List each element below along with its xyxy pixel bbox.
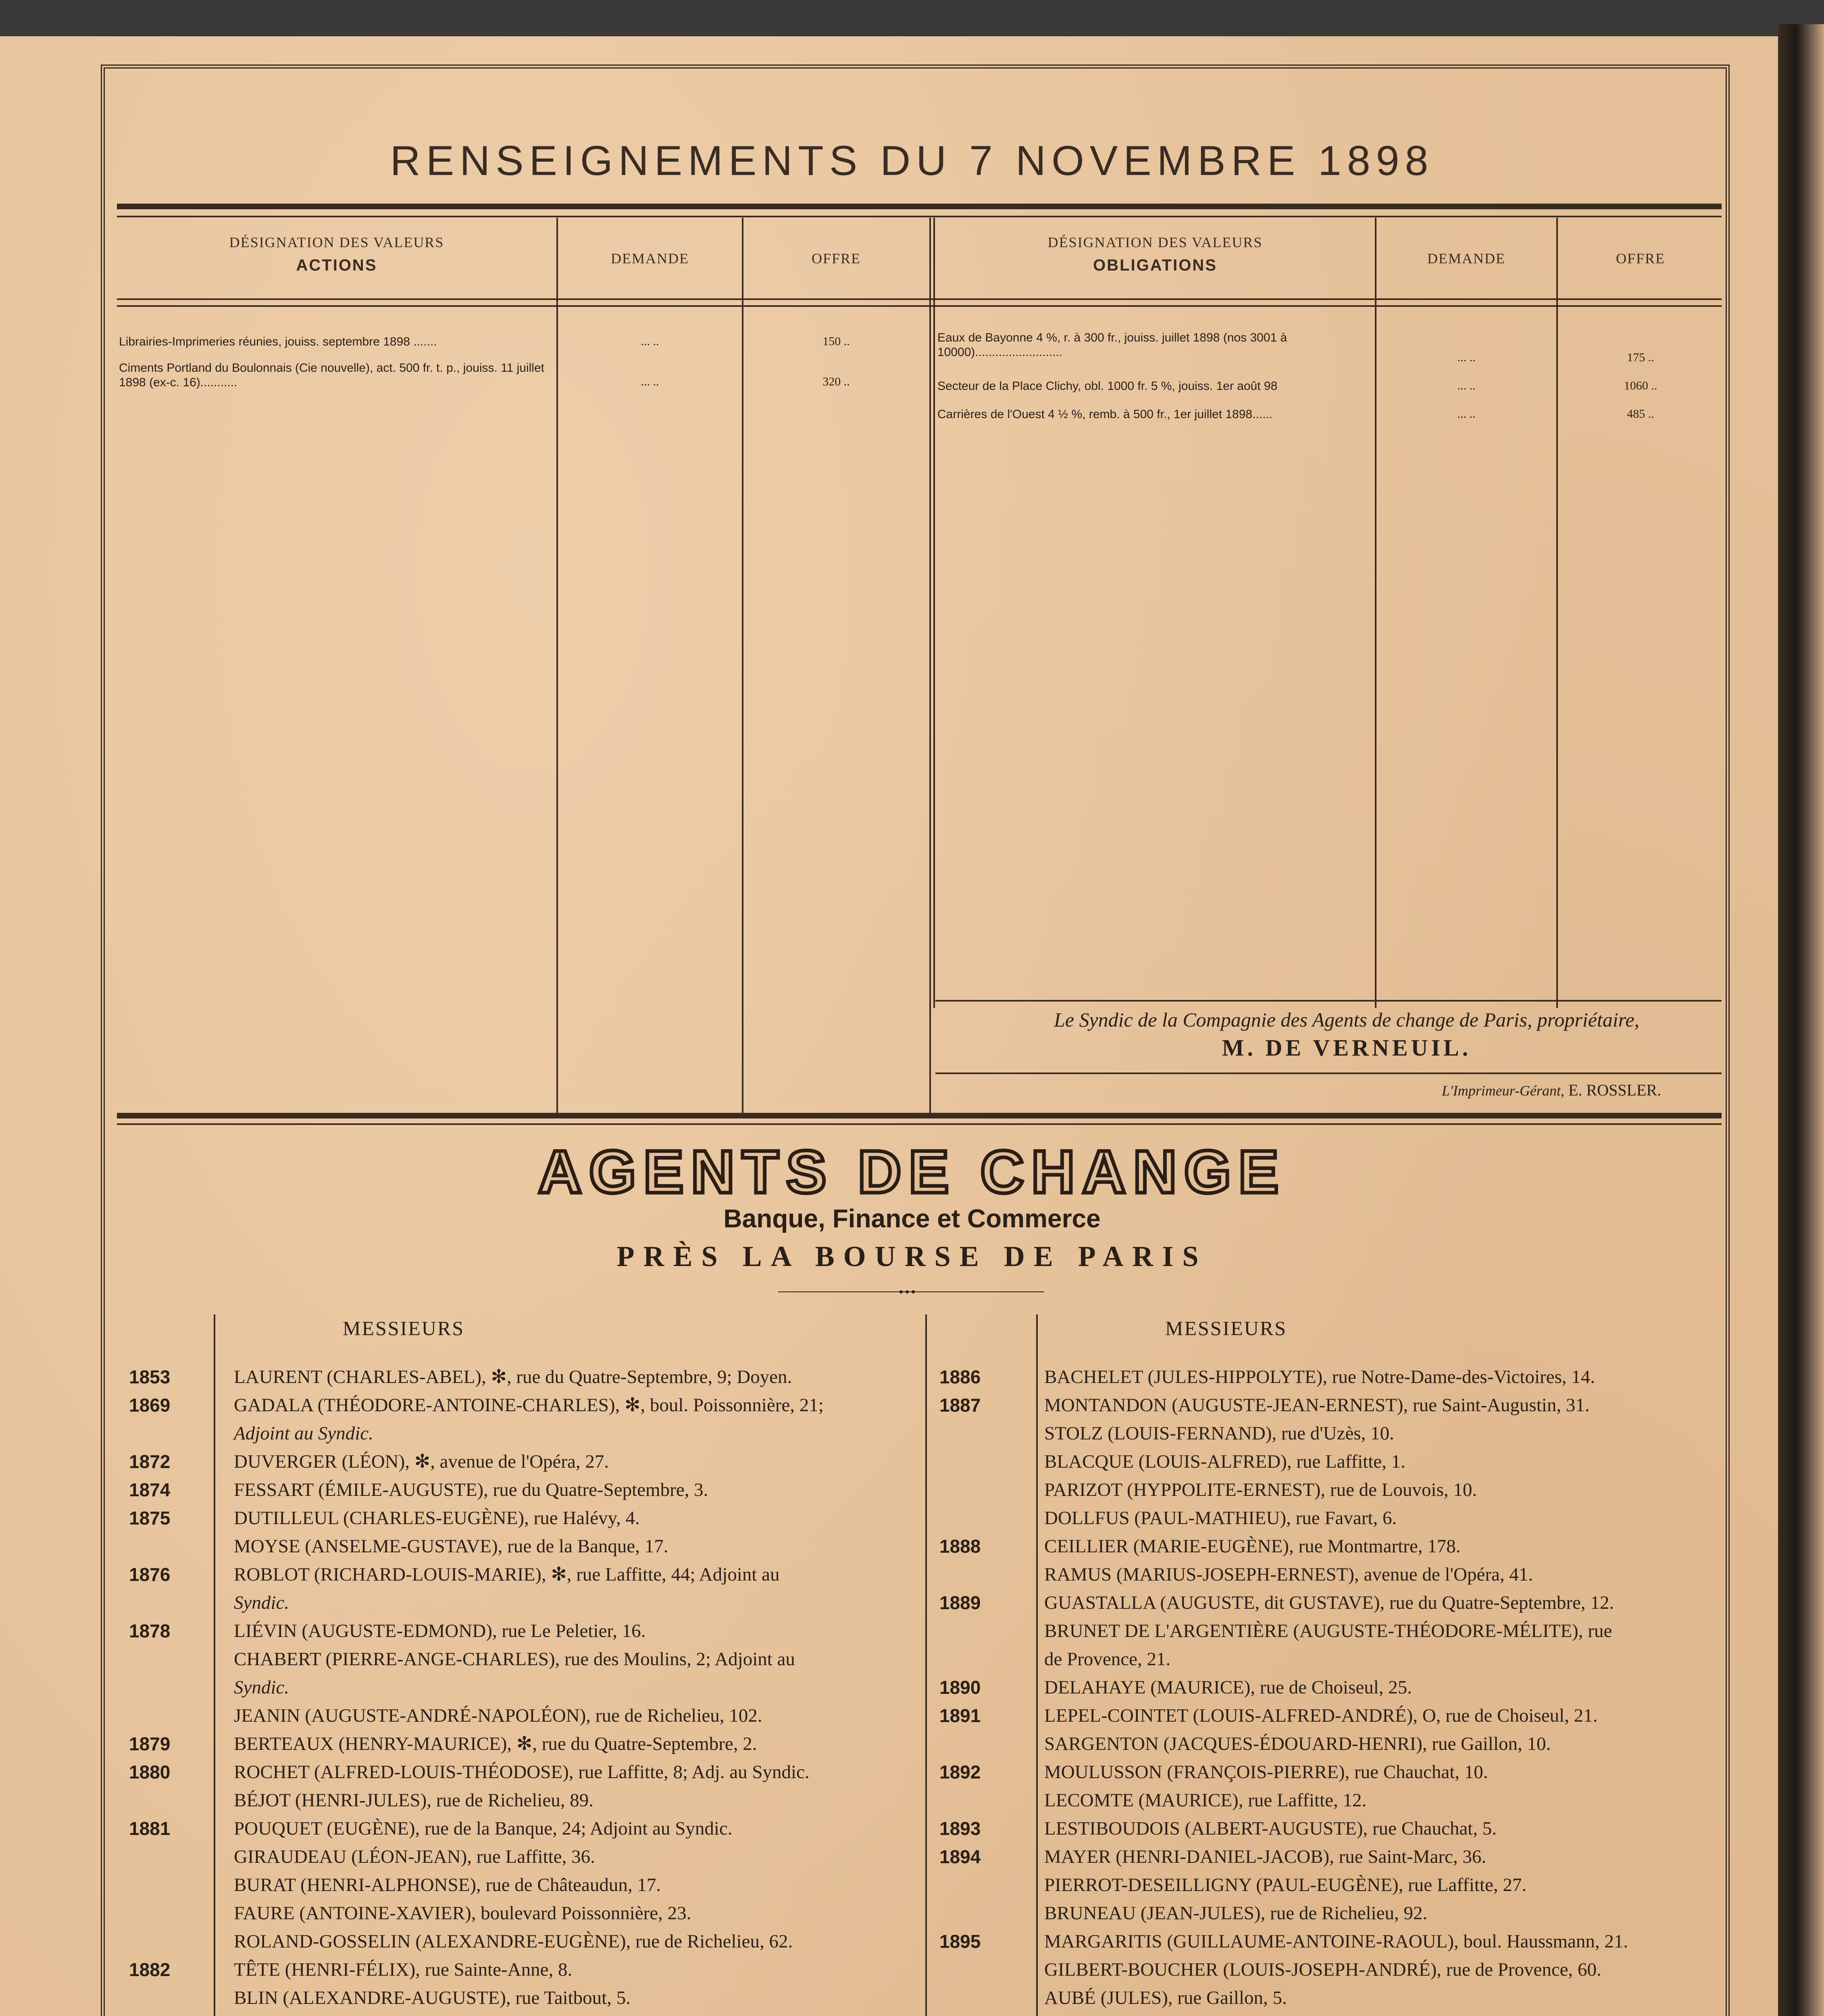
agent-name: STOLZ (LOUIS-FERNAND), rue d'Uzès, 10. [1044, 1423, 1394, 1444]
agent-name [1044, 2012, 1463, 2016]
agent-name: ROBLOT (RICHARD-LOUIS-MARIE), ✻, rue Laffitte, 44; Adjoint au [234, 1564, 780, 1585]
agent-entry [129, 1814, 919, 1843]
agent-name: BLACQUE (LOUIS-ALFRED), rue Laffitte, 1. [1044, 1451, 1405, 1472]
table-cell-demande: ... .. [1457, 407, 1476, 421]
agent-entry [129, 1589, 919, 1617]
header-demande-right: DEMANDE [1427, 250, 1505, 267]
agent-entry [939, 1476, 1730, 1504]
agent-name: Syndic. [234, 1677, 289, 1698]
agent-entry [129, 1786, 919, 1814]
agent-entry [129, 1447, 919, 1476]
ornament-divider [778, 1290, 1044, 1293]
section-divider [117, 1113, 1722, 1118]
col-divider [933, 218, 935, 1008]
agent-year: 1887 [939, 1395, 981, 1416]
agent-year: 1875 [129, 1508, 171, 1529]
agent-year: 1891 [939, 1705, 981, 1726]
agent-entry [129, 1504, 919, 1532]
page-binding-edge [1778, 24, 1824, 2016]
printer-label: L'Imprimeur-Gérant, [1441, 1083, 1564, 1099]
agent-entry [939, 1589, 1730, 1617]
agent-name: GIRAUDEAU (LÉON-JEAN), rue Laffitte, 36. [234, 1846, 595, 1867]
agent-entry [129, 1758, 919, 1786]
agent-name: MARGARITIS (GUILLAUME-ANTOINE-RAOUL), boul. Haussmann, 21. [1044, 1931, 1628, 1952]
agent-entry [939, 1419, 1730, 1447]
agent-entry [129, 1391, 919, 1419]
agent-entry [939, 1363, 1730, 1391]
table-row-name: Ciments Portland du Boulonnais (Cie nouvelle), act. 500 fr. t. p., jouiss. 11 juillet 1898 (ex-c. 16)........... [119, 361, 544, 389]
agent-entry [129, 1927, 919, 1956]
header-offre-right: OFFRE [1616, 250, 1666, 267]
table-cell-offre: 175 .. [1627, 351, 1654, 364]
agent-name [234, 2012, 782, 2016]
agent-name: BÉJOT (HENRI-JULES), rue de Richelieu, 89. [234, 1790, 593, 1811]
col-divider [929, 218, 931, 1113]
agent-entry [129, 1363, 919, 1391]
agent-year: 1886 [939, 1366, 981, 1387]
agent-name: DELAHAYE (MAURICE), rue de Choiseul, 25. [1044, 1677, 1412, 1698]
actions-label: ACTIONS [296, 256, 377, 274]
agent-year: 1869 [129, 1395, 171, 1416]
table-header-rule [117, 298, 1722, 300]
table-row-name: Eaux de Bayonne 4 %, r. à 300 fr., jouiss. juillet 1898 (nos 3001 à 10000).......................... [937, 331, 1287, 359]
agent-entry [939, 1504, 1730, 1532]
syndic-rule-bottom [935, 1073, 1722, 1074]
agent-entry [129, 2012, 919, 2016]
agent-name: MAYER (HENRI-DANIEL-JACOB), rue Saint-Marc, 36. [1044, 1846, 1487, 1867]
agent-entry [939, 1645, 1730, 1673]
agent-name: LESTIBOUDOIS (ALBERT-AUGUSTE), rue Chauchat, 5. [1044, 1818, 1497, 1839]
agent-entry [939, 1447, 1730, 1476]
table-top-rule-thin [117, 216, 1722, 217]
agent-name: BLIN (ALEXANDRE-AUGUSTE), rue Taitbout, 5. [234, 1987, 631, 2008]
col-divider [556, 218, 558, 1113]
agent-entry [939, 1560, 1730, 1589]
agent-name: ROCHET (ALFRED-LOUIS-THÉODOSE), rue Laffitte, 8; Adj. au Syndic. [234, 1762, 810, 1783]
agent-year: 1882 [129, 1959, 171, 1980]
agent-name: POUQUET (EUGÈNE), rue de la Banque, 24; Adjoint au Syndic. [234, 1818, 733, 1839]
agent-entry [129, 1730, 919, 1758]
table-row-name: Librairies-Imprimeries réunies, jouiss. septembre 1898 ....... [119, 335, 437, 348]
messieurs-left: MESSIEURS [343, 1317, 465, 1339]
col-divider [742, 218, 743, 1113]
agent-entry [129, 1702, 919, 1730]
agent-name: MOYSE (ANSELME-GUSTAVE), rue de la Banque, 17. [234, 1536, 668, 1557]
agent-name: BERTEAUX (HENRY-MAURICE), ✻, rue du Quatre-Septembre, 2. [234, 1733, 757, 1754]
agent-name: RAMUS (MARIUS-JOSEPH-ERNEST), avenue de l'Opéra, 41. [1044, 1564, 1533, 1585]
agent-name: GUASTALLA (AUGUSTE, dit GUSTAVE), rue du Quatre-Septembre, 12. [1044, 1592, 1614, 1613]
agent-year: 1879 [129, 1733, 171, 1754]
syndic-line: Le Syndic de la Compagnie des Agents de change de Paris, propriétaire, [1054, 1008, 1640, 1031]
agent-year: 1872 [129, 1451, 171, 1472]
agent-entry [129, 1532, 919, 1560]
agent-name: SARGENTON (JACQUES-ÉDOUARD-HENRI), rue Gaillon, 10. [1044, 1733, 1551, 1754]
agent-year: 1880 [129, 1762, 171, 1783]
messieurs-right: MESSIEURS [1165, 1317, 1287, 1339]
agent-entry [939, 1730, 1730, 1758]
syndic-rule [935, 1000, 1722, 1002]
agents-subtitle-bourse: PRÈS LA BOURSE DE PARIS [616, 1240, 1208, 1272]
agent-name: LAURENT (CHARLES-ABEL), ✻, rue du Quatre-Septembre, 9; Doyen. [234, 1366, 792, 1387]
agent-year: 1895 [939, 1931, 981, 1952]
agent-entry [939, 1758, 1730, 1786]
table-cell-demande: ... .. [641, 335, 659, 348]
agent-year: 1889 [939, 1592, 981, 1613]
agent-name: MONTANDON (AUGUSTE-JEAN-ERNEST), rue Saint-Augustin, 31. [1044, 1395, 1590, 1416]
agent-entry [939, 2012, 1730, 2016]
agent-name: GILBERT-BOUCHER (LOUIS-JOSEPH-ANDRÉ), rue de Provence, 60. [1044, 1959, 1601, 1980]
agents-title: AGENTS DE CHANGE [538, 1138, 1286, 1206]
agent-entry [129, 1843, 919, 1871]
agent-name: Syndic. [234, 1592, 289, 1613]
scan-top-edge [0, 0, 1824, 36]
agent-name: GADALA (THÉODORE-ANTOINE-CHARLES), ✻, boul. Poissonnière, 21; [234, 1395, 824, 1416]
agent-name: DUVERGER (LÉON), ✻, avenue de l'Opéra, 27. [234, 1451, 609, 1472]
agent-year: 1876 [129, 1564, 171, 1585]
agent-entry [939, 1702, 1730, 1730]
agent-year: 1894 [939, 1846, 981, 1867]
agent-entry [939, 1871, 1730, 1899]
header-designation-actions [117, 234, 556, 275]
agent-year: 1890 [939, 1677, 981, 1698]
agent-year: 1893 [939, 1818, 981, 1839]
agent-name: BRUNEAU (JEAN-JULES), rue de Richelieu, 92. [1044, 1903, 1428, 1924]
agent-name: BACHELET (JULES-HIPPOLYTE), rue Notre-Dame-des-Victoires, 14. [1044, 1366, 1595, 1387]
agent-entry [939, 1956, 1730, 1984]
agent-entry [129, 1673, 919, 1702]
header-offre-left: OFFRE [811, 250, 861, 267]
col-divider [1375, 218, 1376, 1008]
header-designation-obligations [935, 234, 1375, 275]
agent-name: CHABERT (PIERRE-ANGE-CHARLES), rue des Moulins, 2; Adjoint au [234, 1649, 795, 1670]
agent-entry [939, 1673, 1730, 1702]
syndic-name: M. DE VERNEUIL. [1222, 1035, 1472, 1061]
agent-year: 1881 [129, 1818, 171, 1839]
agent-year: 1892 [939, 1762, 981, 1783]
agent-year: 1878 [129, 1620, 171, 1641]
agent-year: 1888 [939, 1536, 981, 1557]
agent-name: LEPEL-COINTET (LOUIS-ALFRED-ANDRÉ), O, rue de Choiseul, 21. [1044, 1705, 1598, 1726]
agent-name: CEILLIER (MARIE-EUGÈNE), rue Montmartre, 178. [1044, 1536, 1461, 1557]
agent-entry [129, 1871, 919, 1899]
table-row-name: Secteur de la Place Clichy, obl. 1000 fr. 5 %, jouiss. 1er août 98 [937, 379, 1278, 393]
agent-name: BRUNET DE L'ARGENTIÈRE (AUGUSTE-THÉODORE-MÉLITE), rue [1044, 1620, 1612, 1641]
agent-name: FAURE (ANTOINE-XAVIER), boulevard Poissonnière, 23. [234, 1903, 691, 1924]
agent-entry [939, 1843, 1730, 1871]
agent-entry [939, 1984, 1730, 2012]
agent-entry [939, 1391, 1730, 1419]
agent-name: LIÉVIN (AUGUSTE-EDMOND), rue Le Peletier, 16. [234, 1620, 646, 1641]
agent-entry [129, 1617, 919, 1645]
printer-credit [968, 1081, 1661, 1100]
table-cell-offre: 485 .. [1627, 407, 1654, 421]
agent-entry [939, 1814, 1730, 1843]
agent-entry [939, 1786, 1730, 1814]
agent-entry [129, 1560, 919, 1589]
agent-name: BURAT (HENRI-ALPHONSE), rue de Châteaudun, 17. [234, 1874, 661, 1895]
agent-entry [129, 1645, 919, 1673]
section-divider-thin [117, 1123, 1722, 1125]
table-cell-offre: 150 .. [822, 335, 850, 348]
header-demande-left: DEMANDE [611, 250, 689, 267]
agent-name: PARIZOT (HYPPOLITE-ERNEST), rue de Louvois, 10. [1044, 1479, 1477, 1500]
table-cell-demande: ... .. [1457, 351, 1476, 364]
agent-name: MOULUSSON (FRANÇOIS-PIERRE), rue Chauchat, 10. [1044, 1762, 1488, 1783]
printer-name: E. ROSSLER. [1568, 1081, 1661, 1099]
agent-name: DUTILLEUL (CHARLES-EUGÈNE), rue Halévy, 4. [234, 1508, 640, 1529]
agent-entry [129, 1956, 919, 1984]
agent-entry [129, 1476, 919, 1504]
agents-list-left [129, 1363, 919, 2016]
table-cell-demande: ... .. [641, 375, 659, 388]
agent-name: TÊTE (HENRI-FÉLIX), rue Sainte-Anne, 8. [234, 1959, 573, 1980]
agents-col-divider [925, 1314, 927, 2016]
agent-name: ROLAND-GOSSELIN (ALEXANDRE-EUGÈNE), rue de Richelieu, 62. [234, 1931, 793, 1952]
agent-entry [939, 1617, 1730, 1645]
table-header-rule-2 [117, 305, 1722, 307]
agent-year: 1874 [129, 1479, 171, 1500]
agent-entry [939, 1899, 1730, 1927]
agent-entry [939, 1927, 1730, 1956]
agent-entry [129, 1984, 919, 2012]
agents-list-right [939, 1363, 1730, 2016]
agent-name: PIERROT-DESEILLIGNY (PAUL-EUGÈNE), rue Laffitte, 27. [1044, 1874, 1527, 1895]
obligations-label: OBLIGATIONS [1093, 256, 1217, 274]
table-top-rule [117, 204, 1722, 209]
agent-entry [129, 1419, 919, 1447]
agent-year: 1853 [129, 1366, 171, 1387]
agent-name: AUBÉ (JULES), rue Gaillon, 5. [1044, 1987, 1287, 2008]
designation-label: DÉSIGNATION DES VALEURS [229, 234, 444, 250]
agent-name: JEANIN (AUGUSTE-ANDRÉ-NAPOLÉON), rue de Richelieu, 102. [234, 1705, 762, 1726]
agent-name: Adjoint au Syndic. [234, 1423, 373, 1444]
page-title: RENSEIGNEMENTS DU 7 NOVEMBRE 1898 [390, 137, 1434, 184]
table-cell-offre: 320 .. [822, 375, 850, 388]
agent-name: DOLLFUS (PAUL-MATHIEU), rue Favart, 6. [1044, 1508, 1397, 1529]
agent-name: de Provence, 21. [1044, 1649, 1171, 1670]
agents-subtitle: Banque, Finance et Commerce [723, 1204, 1101, 1233]
table-cell-offre: 1060 .. [1624, 379, 1657, 392]
agent-name: LECOMTE (MAURICE), rue Laffitte, 12. [1044, 1790, 1367, 1811]
designation-label: DÉSIGNATION DES VALEURS [1047, 234, 1263, 250]
agent-name: FESSART (ÉMILE-AUGUSTE), rue du Quatre-Septembre, 3. [234, 1479, 708, 1500]
col-divider [1556, 218, 1558, 1008]
agent-entry [939, 1532, 1730, 1560]
table-row-name: Carrières de l'Ouest 4 ½ %, remb. à 500 fr., 1er juillet 1898...... [937, 408, 1273, 421]
table-cell-demande: ... .. [1457, 379, 1476, 392]
agent-entry [129, 1899, 919, 1927]
